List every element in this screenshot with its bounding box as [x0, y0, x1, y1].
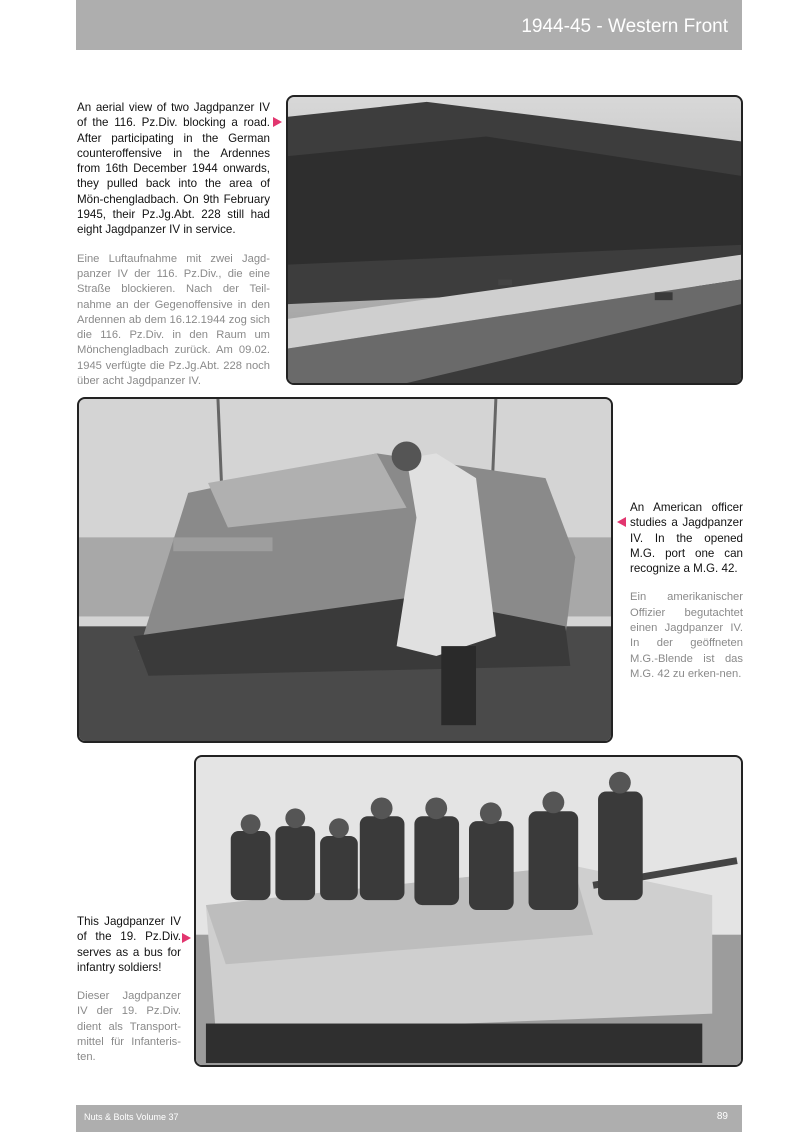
page-number: 89 [716, 1111, 728, 1122]
footer-bar [76, 1105, 742, 1132]
publication-name: Nuts & Bolts Volume 37 [84, 1112, 179, 1122]
caption-aerial [77, 100, 270, 389]
caption-german: Dieser Jagdpanzer IV der 19. Pz.Div. dient als Transport-mittel für Infanteris-ten. [77, 990, 181, 1064]
photo-aerial-view [286, 95, 743, 385]
caption-english: An aerial view of two Jagdpanzer IV of the 116. Pz.Div. blocking a road. After participating in the German counteroffensive in the Ardennes from 16th December 1944 onwards, they pulled back into the area of Mön-chengladbach. On 9th February 1945, their Pz.Jg.Abt. 228 still had eight Jagdpanzer IV in service. [77, 101, 270, 237]
photo-officer-jagdpanzer [77, 397, 613, 743]
caption-english: An American officer studies a Jagdpanzer IV. In the opened M.G. port one can recognize a M.G. 42. [630, 501, 743, 576]
caption-pointer-right-icon [182, 933, 191, 943]
caption-german: Ein amerikanischer Offizier begutachtet einen Jagdpanzer IV. In der geöffneten M.G.-Blende ist das M.G. 42 zu erken-nen. [630, 591, 743, 680]
caption-pointer-right-icon [273, 117, 282, 127]
header-bar [76, 0, 742, 50]
caption-german: Eine Luftaufnahme mit zwei Jagd-panzer IV der 116. Pz.Div., die eine Straße blockieren. Nach der Teil-nahme an der Gegenoffensive in den Ardennen ab dem 16.12.1944 zog sich die 116. Pz.Div. in den Raum um Mönchengladbach zurück. Am 09.02. 1945 verfügte die Pz.Jg.Abt. 228 noch über acht Jagdpanzer IV. [77, 252, 270, 388]
caption-infantry-bus [77, 914, 181, 1066]
photo-infantry-bus [194, 755, 743, 1067]
caption-pointer-left-icon [617, 517, 626, 527]
page-title: 1944-45 - Western Front [521, 16, 728, 37]
caption-officer [630, 500, 743, 682]
caption-english: This Jagdpanzer IV of the 19. Pz.Div. serves as a bus for infantry soldiers! [77, 915, 181, 974]
